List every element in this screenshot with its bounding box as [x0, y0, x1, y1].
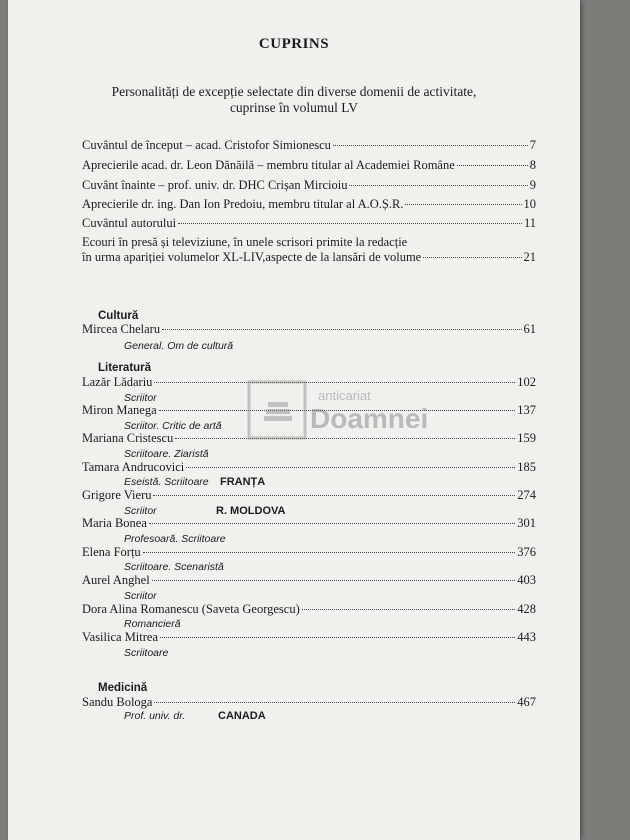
toc-entry-page: 428 — [517, 602, 536, 616]
watermark-main-text: Doamnei — [310, 403, 429, 434]
person-name: Grigore Vieru — [82, 488, 152, 502]
person-name: Elena Forțu — [82, 545, 141, 559]
section-heading-literatura: Literatură — [98, 362, 152, 374]
watermark-book — [268, 402, 288, 407]
toc-entry-intro — [82, 235, 536, 265]
leader-dots — [154, 702, 515, 703]
leader-dots — [178, 223, 522, 224]
toc-entry-page: 185 — [517, 460, 536, 474]
person-name: Tamara Andrucovici — [82, 460, 185, 474]
person-role: Prof. univ. dr. — [124, 710, 186, 722]
toc-entry-page: 9 — [529, 178, 536, 192]
toc-entry-page: 159 — [517, 431, 536, 445]
toc-entry-label: Ecouri în presă și televiziune, în unele scrisori primite la redacție — [82, 235, 408, 249]
toc-entry-page: 21 — [523, 250, 536, 264]
leader-dots — [302, 609, 515, 610]
toc-entry — [82, 695, 536, 710]
person-role: Scriitor — [124, 590, 157, 602]
person-role: Scriitoare. Ziaristă — [124, 448, 209, 460]
toc-entry-intro — [82, 197, 536, 212]
toc-entry-intro — [82, 216, 536, 231]
toc-entry-page: 10 — [523, 197, 536, 211]
person-name: Maria Bonea — [82, 516, 147, 530]
leader-dots — [423, 257, 521, 258]
page-subtitle — [8, 84, 580, 116]
toc-entry-intro — [82, 158, 536, 173]
leader-dots — [333, 145, 528, 146]
toc-entry-page: 8 — [529, 158, 536, 172]
watermark-logo — [246, 376, 436, 446]
leader-dots — [349, 185, 527, 186]
toc-entry — [82, 573, 536, 588]
toc-entry-page: 376 — [517, 545, 536, 559]
toc-entry-label: Cuvântul de început – acad. Cristofor Simionescu — [82, 138, 331, 152]
toc-entry-intro — [82, 138, 536, 153]
section-heading-cultura: Cultură — [98, 310, 139, 322]
toc-entry-page: 11 — [523, 216, 536, 230]
person-name: Lazăr Lădariu — [82, 375, 153, 389]
subtitle-line-2: cuprinse în volumul LV — [229, 100, 359, 115]
country-label: FRANȚA — [220, 476, 266, 488]
section-heading-medicina: Medicină — [98, 682, 148, 694]
person-role: Romancieră — [124, 618, 181, 630]
toc-entry-page: 102 — [517, 375, 536, 389]
leader-dots — [186, 467, 515, 468]
person-role: Eseistă. Scriitoare — [124, 476, 209, 488]
toc-entry-page: 443 — [517, 630, 536, 644]
toc-entry — [82, 602, 536, 617]
leader-dots — [152, 580, 516, 581]
leader-dots — [153, 495, 515, 496]
toc-entry-page: 301 — [517, 516, 536, 530]
person-role: Profesoară. Scriitoare — [124, 533, 226, 545]
leader-dots — [143, 552, 516, 553]
toc-entry-label: Aprecierile dr. ing. Dan Ion Predoiu, membru titular al A.O.Ș.R. — [82, 197, 404, 211]
person-name: Dora Alina Romanescu (Saveta Georgescu) — [82, 602, 300, 616]
person-name: Miron Manega — [82, 403, 157, 417]
toc-entry-page: 7 — [529, 138, 536, 152]
toc-entry-page: 467 — [517, 695, 536, 709]
toc-entry-label: Cuvântul autorului — [82, 216, 177, 230]
person-role: Scriitoare. Scenaristă — [124, 561, 224, 573]
leader-dots — [149, 523, 515, 524]
toc-entry-label-continued: în urma apariției volumelor XL-LIV,aspecte de la lansări de volume — [82, 250, 422, 264]
person-name: Mircea Chelaru — [82, 322, 161, 336]
person-role: Scriitor — [124, 392, 157, 404]
toc-entry-label: Cuvânt înainte – prof. univ. dr. DHC Crișan Mircioiu — [82, 178, 348, 192]
leader-dots — [160, 637, 515, 638]
toc-entry-label: Aprecierile acad. dr. Leon Dănăilă – membru titular al Academiei Române — [82, 158, 455, 172]
person-role: Scriitor — [124, 505, 157, 517]
person-role: General. Om de cultură — [124, 340, 234, 352]
toc-entry-page: 137 — [517, 403, 536, 417]
toc-entry — [82, 516, 536, 531]
toc-entry-page: 274 — [517, 488, 536, 502]
toc-entry-page: 61 — [523, 322, 536, 336]
leader-dots — [457, 165, 528, 166]
country-label: R. MOLDOVA — [216, 505, 286, 517]
book-page — [8, 0, 580, 840]
toc-entry-page: 403 — [517, 573, 536, 587]
toc-entry — [82, 322, 536, 337]
toc-entry — [82, 545, 536, 560]
watermark-book — [264, 416, 292, 421]
toc-entry — [82, 630, 536, 645]
toc-entry — [82, 460, 536, 475]
person-role: Scriitor. Critic de artă — [124, 420, 222, 432]
watermark-small-text: anticariat — [318, 388, 371, 403]
person-name: Sandu Bologa — [82, 695, 153, 709]
toc-entry-intro — [82, 178, 536, 193]
watermark-book — [266, 409, 290, 414]
page-title: CUPRINS — [258, 36, 330, 52]
person-name: Aurel Anghel — [82, 573, 150, 587]
person-role: Scriitoare — [124, 647, 169, 659]
leader-dots — [405, 204, 521, 205]
toc-entry — [82, 488, 536, 503]
leader-dots — [162, 329, 521, 330]
subtitle-line-1: Personalități de excepție selectate din diverse domenii de activitate, — [111, 84, 477, 99]
country-label: CANADA — [218, 710, 266, 722]
person-name: Mariana Cristescu — [82, 431, 174, 445]
person-name: Vasilica Mitrea — [82, 630, 159, 644]
